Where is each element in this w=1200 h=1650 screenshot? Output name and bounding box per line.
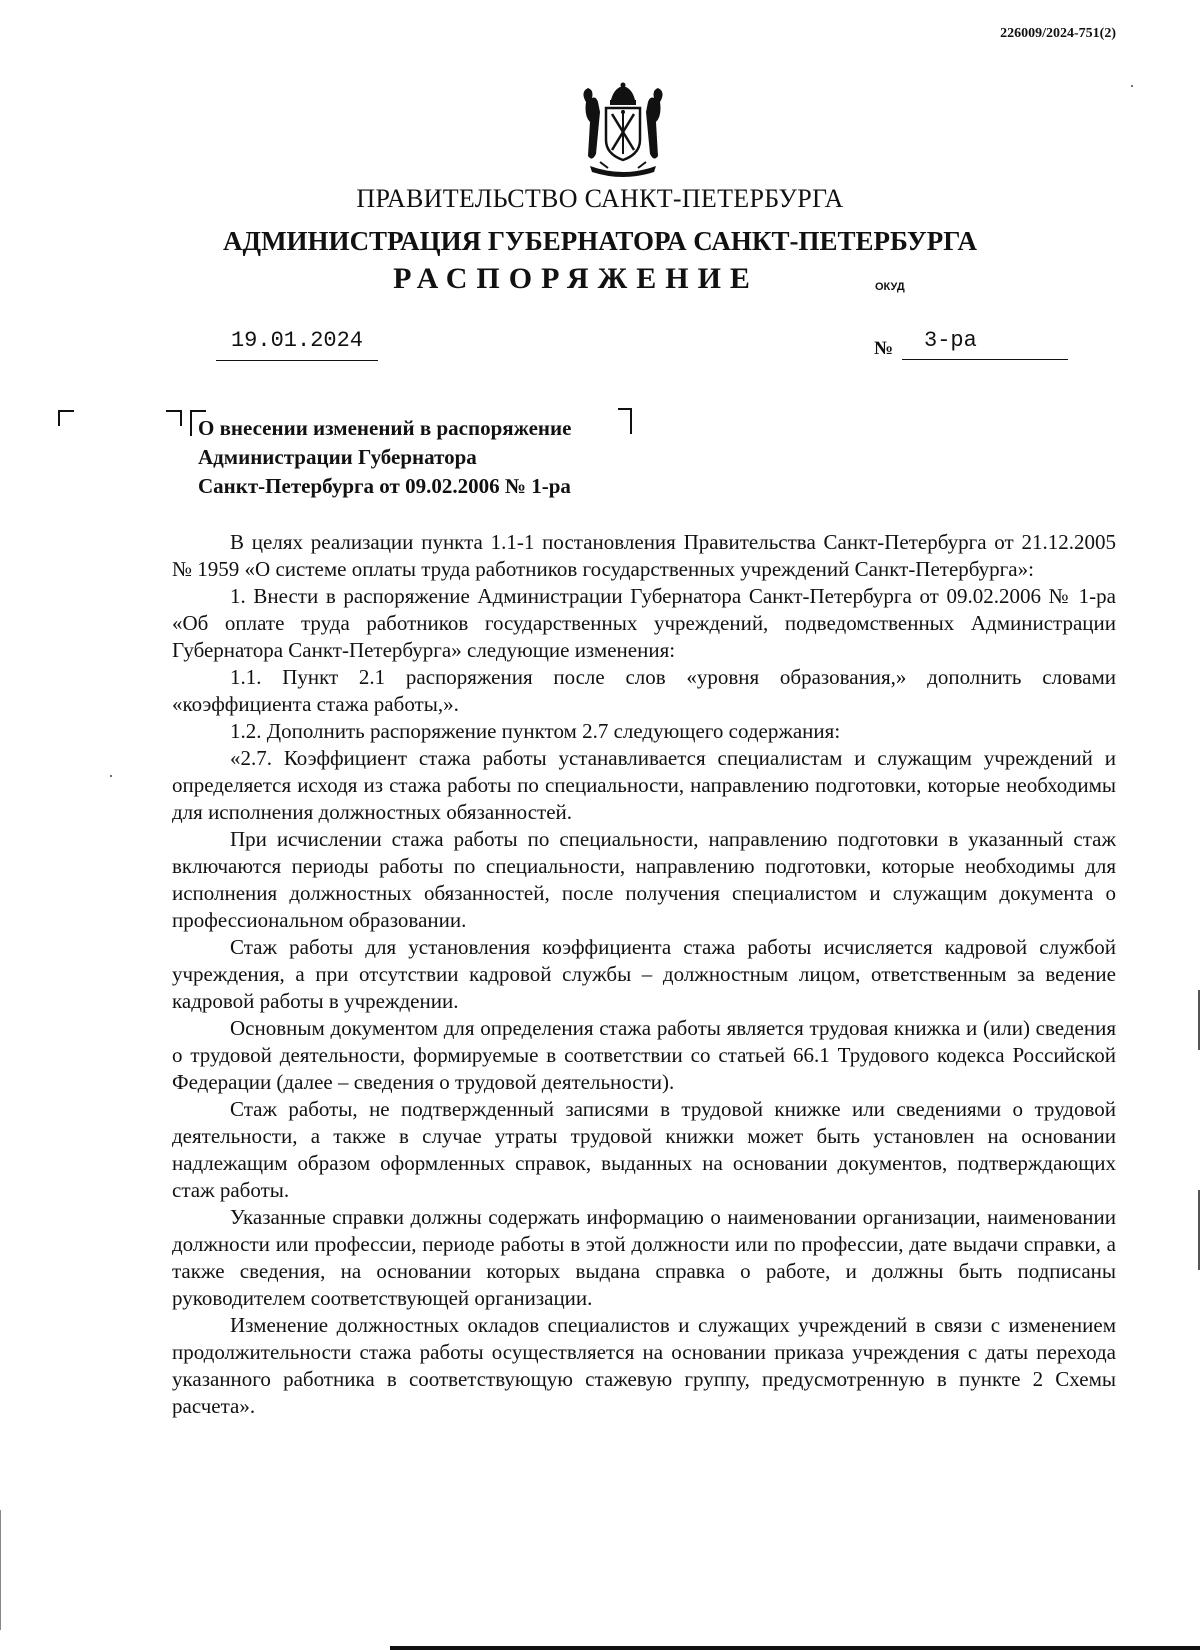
scan-artifact — [110, 775, 112, 777]
paragraph: Стаж работы для установления коэффициента стажа работы исчисляется кадровой службой учреждения, а при отсутствии кадровой службы – должностным лицом, ответственным за ведение кадровой работы в учреждении. — [172, 935, 1116, 1013]
paragraph: Указанные справки должны содержать информацию о наименовании организации, наименовании должности или профессии, периоде работы в этой должности или по профессии, дате выдачи справки, а также сведения, на основании которых выдана справка о работе, и должны быть подписаны руководителем соответствующей организации. — [172, 1205, 1116, 1310]
paragraph: Стаж работы, не подтвержденный записями в трудовой книжке или сведениями о трудовой деятельности, а также в случае утраты трудовой книжки может быть установлен на основании надлежащим образом оформленных справок, выданных на основании документов, подтверждающих стаж работы. — [172, 1097, 1116, 1202]
government-title: ПРАВИТЕЛЬСТВО САНКТ-ПЕТЕРБУРГА — [356, 184, 844, 213]
paragraph: 1.1. Пункт 2.1 распоряжения после слов «уровня образования,» дополнить словами «коэффициента стажа работы,». — [172, 665, 1116, 716]
number-sign: № — [874, 338, 894, 359]
document-body — [172, 529, 1116, 1420]
subject-line: Администрации Губернатора — [198, 445, 477, 469]
administration-title: АДМИНИСТРАЦИЯ ГУБЕРНАТОРА САНКТ-ПЕТЕРБУРГА — [223, 226, 977, 256]
paragraph: 1. Внести в распоряжение Администрации Губернатора Санкт-Петербурга от 09.02.2006 № 1-ра «Об оплате труда работников государственных учреждений, подведомственных Администрации Губернатора Санкт-Петербурга» следующие изменения: — [172, 584, 1116, 662]
document-date: 19.01.2024 — [216, 326, 378, 361]
corner-mark — [58, 410, 74, 426]
corner-mark — [166, 410, 182, 426]
okud-label: ОКУД — [875, 281, 905, 293]
document-subject — [198, 414, 638, 501]
document-number: 3-ра — [902, 326, 1068, 360]
coat-of-arms-icon — [578, 82, 668, 178]
paragraph: Основным документом для определения стажа работы является трудовая книжка и (или) сведения о трудовой деятельности, формируемые в соответствии со статьей 66.1 Трудового кодекса Российской Федерации (далее – сведения о трудовой деятельности). — [172, 1016, 1116, 1094]
scan-artifact — [1131, 85, 1133, 87]
scan-artifact — [0, 1510, 1, 1630]
subject-line: Санкт-Петербурга от 09.02.2006 № 1-ра — [198, 474, 571, 498]
paragraph: В целях реализации пункта 1.1-1 постановления Правительства Санкт-Петербурга от 21.12.2005 № 1959 «О системе оплаты труда работников государственных учреждений Санкт-Петербурга»: — [172, 530, 1116, 581]
document-type-title: РАСПОРЯЖЕНИЕ — [393, 262, 759, 295]
paragraph: 1.2. Дополнить распоряжение пунктом 2.7 следующего содержания: — [230, 719, 841, 743]
scan-artifact — [390, 1646, 1200, 1650]
paragraph: При исчислении стажа работы по специальности, направлению подготовки в указанный стаж включаются периоды работы по специальности, направлению подготовки, которые необходимы для исполнения должностных обязанностей, после получения специалистом и служащим документа о профессиональном образовании. — [172, 827, 1116, 932]
subject-line: О внесении изменений в распоряжение — [198, 416, 572, 440]
paragraph: «2.7. Коэффициент стажа работы устанавливается специалистам и служащим учреждений и определяется исходя из стажа работы по специальности, направлению подготовки, которые необходимы для исполнения должностных обязанностей. — [172, 746, 1116, 824]
paragraph: Изменение должностных окладов специалистов и служащих учреждений в связи с изменением продолжительности стажа работы осуществляется на основании приказа учреждения с даты перехода указанного работника в соответствующую стажевую группу, предусмотренную в пункте 2 Схемы расчета». — [172, 1313, 1116, 1418]
registration-code: 226009/2024-751(2) — [1000, 26, 1116, 41]
